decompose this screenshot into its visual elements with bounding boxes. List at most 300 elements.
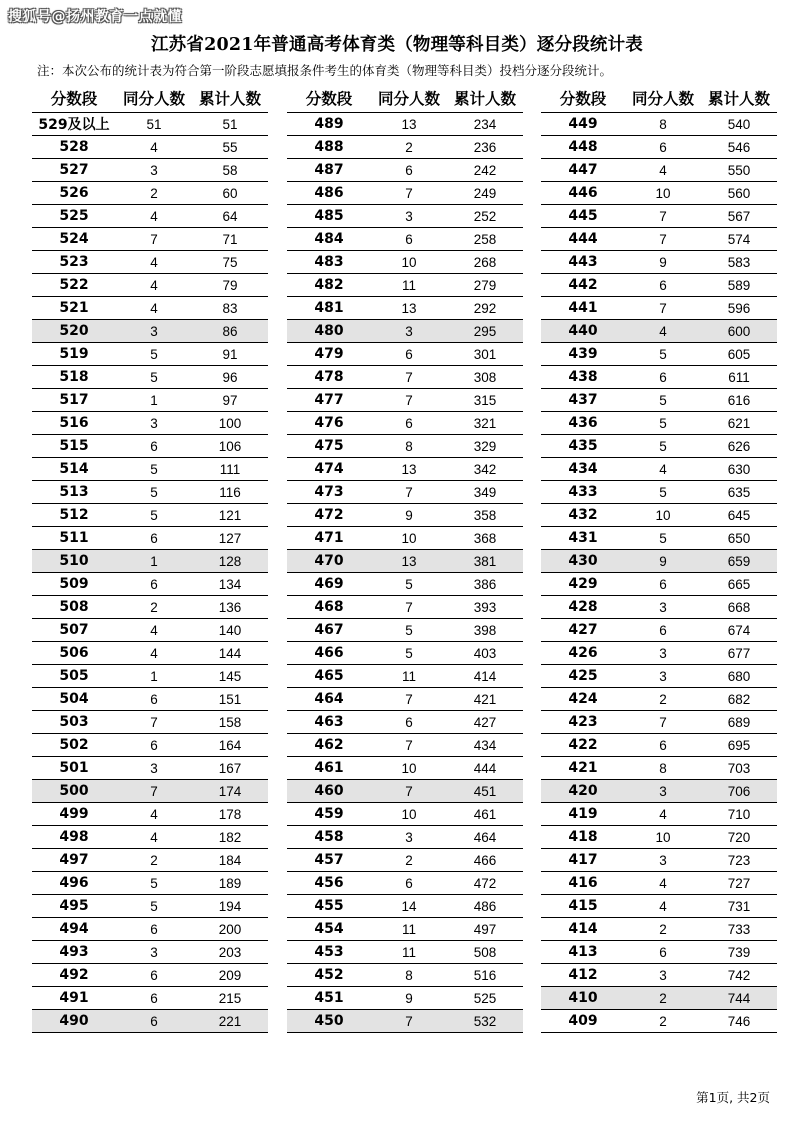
same-count-cell: 1 [150,553,158,569]
table-row [287,803,523,826]
cumulative-cell: 626 [727,438,751,454]
same-count-cell: 6 [659,737,667,753]
score-cell: 495 [59,898,89,914]
table-row [287,734,523,757]
header-score: 分数段 [305,90,353,108]
score-cell: 527 [59,162,89,178]
score-cell: 468 [314,599,344,615]
table-row [541,826,777,849]
score-cell: 497 [59,852,89,868]
score-cell: 432 [568,507,598,523]
table-row [541,1010,777,1033]
cumulative-cell: 472 [473,875,497,891]
cumulative-cell: 178 [218,806,242,822]
table-note: 注：本次公布的统计表为符合第一阶段志愿填报条件考生的体育类（物理等科目类）投档分逐分段统计。 [37,63,613,78]
cumulative-cell: 386 [473,576,497,592]
same-count-cell: 10 [655,829,671,845]
table-row [32,343,268,366]
score-cell: 476 [314,415,344,431]
score-cell: 466 [314,645,344,661]
table-row [32,527,268,550]
score-cell: 511 [59,530,89,546]
same-count-cell: 4 [150,806,158,822]
table-row [541,688,777,711]
table-row [287,688,523,711]
same-count-cell: 6 [659,277,667,293]
cumulative-cell: 144 [218,645,242,661]
header-cumulative: 累计人数 [198,90,261,108]
table-row [287,458,523,481]
score-cell: 470 [314,553,344,569]
cumulative-cell: 134 [218,576,242,592]
table-row [287,251,523,274]
same-count-cell: 9 [659,553,667,569]
same-count-cell: 6 [150,576,158,592]
same-count-cell: 4 [659,898,667,914]
score-cell: 419 [568,806,598,822]
same-count-cell: 5 [405,576,413,592]
table-row [32,573,268,596]
score-cell: 529及以上 [38,117,110,133]
table-row [287,941,523,964]
table-row [32,481,268,504]
cumulative-cell: 668 [727,599,751,615]
same-count-cell: 9 [659,254,667,270]
score-cell: 441 [568,300,598,316]
score-cell: 486 [314,185,344,201]
score-cell: 437 [568,392,598,408]
score-cell: 473 [314,484,344,500]
cumulative-cell: 58 [222,162,238,178]
same-count-cell: 3 [659,668,667,684]
table-header [32,84,268,113]
same-count-cell: 5 [150,369,158,385]
score-cell: 461 [314,760,344,776]
score-cell: 489 [314,116,344,132]
table-column-1 [32,84,268,1033]
score-cell: 517 [59,392,89,408]
table-row [287,389,523,412]
same-count-cell: 6 [659,944,667,960]
table-row [541,182,777,205]
table-row [541,297,777,320]
table-row [287,826,523,849]
same-count-cell: 3 [150,162,158,178]
same-count-cell: 5 [659,438,667,454]
score-cell: 493 [59,944,89,960]
score-cell: 424 [568,691,598,707]
score-cell: 528 [59,139,89,155]
score-cell: 414 [568,921,598,937]
cumulative-cell: 358 [473,507,497,523]
table-row [287,964,523,987]
same-count-cell: 7 [150,231,158,247]
cumulative-cell: 574 [727,231,751,247]
score-cell: 515 [59,438,89,454]
table-row [32,826,268,849]
cumulative-cell: 116 [219,484,241,500]
score-cell: 482 [314,277,344,293]
same-count-cell: 6 [150,990,158,1006]
score-cell: 494 [59,921,89,937]
cumulative-cell: 546 [727,139,751,155]
same-count-cell: 1 [150,668,158,684]
table-row [287,918,523,941]
cumulative-cell: 461 [473,806,497,822]
header-same-count: 同分人数 [631,90,694,108]
cumulative-cell: 174 [218,783,242,799]
table-body [287,113,523,1033]
same-count-cell: 8 [659,760,667,776]
score-cell: 520 [59,323,89,339]
table-row [287,343,523,366]
same-count-cell: 3 [659,852,667,868]
cumulative-cell: 665 [727,576,751,592]
same-count-cell: 6 [405,875,413,891]
same-count-cell: 8 [405,967,413,983]
score-cell: 524 [59,231,89,247]
table-row [541,550,777,573]
same-count-cell: 11 [401,668,416,684]
same-count-cell: 5 [659,530,667,546]
table-row [541,389,777,412]
cumulative-cell: 550 [727,162,751,178]
same-count-cell: 10 [401,254,417,270]
cumulative-cell: 121 [218,507,242,523]
table-column-3 [541,84,777,1033]
table-row [32,849,268,872]
score-cell: 422 [568,737,598,753]
same-count-cell: 4 [659,323,667,339]
same-count-cell: 10 [655,185,671,201]
score-cell: 465 [314,668,344,684]
cumulative-cell: 381 [473,553,497,569]
table-row [32,412,268,435]
cumulative-cell: 268 [473,254,497,270]
header-same-count: 同分人数 [122,90,185,108]
table-row [287,412,523,435]
score-cell: 459 [314,806,344,822]
cumulative-cell: 393 [473,599,497,615]
cumulative-cell: 727 [727,875,751,891]
same-count-cell: 5 [659,346,667,362]
score-cell: 510 [59,553,89,569]
table-row [287,665,523,688]
same-count-cell: 6 [405,714,413,730]
cumulative-cell: 497 [473,921,497,937]
cumulative-cell: 128 [218,553,242,569]
score-cell: 464 [314,691,344,707]
same-count-cell: 3 [150,944,158,960]
score-cell: 491 [59,990,89,1006]
cumulative-cell: 236 [473,139,497,155]
table-row [541,665,777,688]
table-row [32,734,268,757]
cumulative-cell: 321 [473,415,497,431]
score-cell: 514 [59,461,89,477]
score-cell: 498 [59,829,89,845]
table-row [541,596,777,619]
cumulative-cell: 706 [727,783,751,799]
cumulative-cell: 659 [727,553,751,569]
table-row [287,182,523,205]
table-row [287,1010,523,1033]
table-row [541,872,777,895]
cumulative-cell: 486 [473,898,497,914]
table-row [32,803,268,826]
cumulative-cell: 86 [222,323,238,339]
table-row [287,596,523,619]
score-cell: 483 [314,254,344,270]
page-title: 江苏省2021年普通高考体育类（物理等科目类）逐分段统计表 [150,35,643,55]
score-cell: 505 [59,668,89,684]
cumulative-cell: 151 [218,691,242,707]
same-count-cell: 4 [659,461,667,477]
table-row [541,895,777,918]
same-count-cell: 5 [150,484,158,500]
same-count-cell: 6 [150,921,158,937]
cumulative-cell: 249 [473,185,497,201]
score-cell: 500 [59,783,89,799]
table-row [287,320,523,343]
same-count-cell: 5 [150,346,158,362]
score-cell: 480 [314,323,344,339]
score-cell: 488 [314,139,344,155]
same-count-cell: 9 [405,507,413,523]
same-count-cell: 3 [659,967,667,983]
score-cell: 440 [568,323,598,339]
table-row [287,619,523,642]
same-count-cell: 6 [150,967,158,983]
score-cell: 509 [59,576,89,592]
table-row [32,136,268,159]
same-count-cell: 6 [659,139,667,155]
same-count-cell: 4 [150,300,158,316]
table-row [32,435,268,458]
same-count-cell: 51 [146,116,162,132]
score-cell: 523 [59,254,89,270]
score-cell: 439 [568,346,598,362]
table-row [32,987,268,1010]
same-count-cell: 7 [405,783,413,799]
score-cell: 450 [314,1013,344,1029]
same-count-cell: 7 [150,714,158,730]
same-count-cell: 7 [405,737,413,753]
score-cell: 428 [568,599,598,615]
score-cell: 456 [314,875,344,891]
cumulative-cell: 508 [473,944,497,960]
score-cell: 460 [314,783,344,799]
same-count-cell: 4 [150,277,158,293]
table-row [32,228,268,251]
table-row [541,320,777,343]
cumulative-cell: 215 [218,990,242,1006]
cumulative-cell: 720 [727,829,751,845]
cumulative-cell: 209 [218,967,242,983]
cumulative-cell: 682 [727,691,751,707]
cumulative-cell: 403 [473,645,497,661]
score-cell: 427 [568,622,598,638]
score-cell: 477 [314,392,344,408]
cumulative-cell: 295 [473,323,497,339]
same-count-cell: 7 [659,300,667,316]
score-cell: 501 [59,760,89,776]
score-cell: 423 [568,714,598,730]
table-row [32,665,268,688]
table-row [32,205,268,228]
same-count-cell: 13 [401,300,417,316]
header-same-count: 同分人数 [377,90,440,108]
same-count-cell: 8 [405,438,413,454]
cumulative-cell: 414 [473,668,497,684]
table-row [287,849,523,872]
table-row [287,228,523,251]
table-row [287,481,523,504]
same-count-cell: 6 [150,530,158,546]
table-row [541,343,777,366]
table-row [287,642,523,665]
score-cell: 521 [59,300,89,316]
score-cell: 481 [314,300,344,316]
table-row [541,113,777,136]
table-body [541,113,777,1033]
table-row [287,757,523,780]
score-cell: 453 [314,944,344,960]
same-count-cell: 4 [150,622,158,638]
score-cell: 451 [314,990,344,1006]
same-count-cell: 7 [659,714,667,730]
cumulative-cell: 695 [727,737,751,753]
cumulative-cell: 739 [727,944,751,960]
table-row [541,757,777,780]
score-cell: 413 [568,944,598,960]
same-count-cell: 7 [405,392,413,408]
same-count-cell: 7 [659,208,667,224]
cumulative-cell: 83 [222,300,238,316]
same-count-cell: 6 [150,1013,158,1029]
table-row [287,159,523,182]
table-row [287,711,523,734]
cumulative-cell: 71 [222,231,238,247]
cumulative-cell: 611 [728,369,750,385]
score-cell: 504 [59,691,89,707]
cumulative-cell: 145 [218,668,242,684]
same-count-cell: 4 [150,645,158,661]
same-count-cell: 7 [150,783,158,799]
table-row [541,504,777,527]
same-count-cell: 2 [659,1013,667,1029]
score-cell: 519 [59,346,89,362]
cumulative-cell: 703 [727,760,751,776]
same-count-cell: 4 [150,829,158,845]
score-cell: 444 [568,231,598,247]
score-cell: 503 [59,714,89,730]
cumulative-cell: 97 [222,392,238,408]
table-row [32,550,268,573]
cumulative-cell: 583 [727,254,751,270]
same-count-cell: 10 [401,530,417,546]
score-cell: 429 [568,576,598,592]
table-body [32,113,268,1033]
score-cell: 457 [314,852,344,868]
table-row [32,1010,268,1033]
score-cell: 449 [568,116,598,132]
score-cell: 506 [59,645,89,661]
cumulative-cell: 744 [727,990,751,1006]
cumulative-cell: 733 [727,921,751,937]
same-count-cell: 1 [150,392,158,408]
table-header [287,84,523,113]
table-row [32,642,268,665]
same-count-cell: 2 [405,139,413,155]
table-row [541,964,777,987]
cumulative-cell: 742 [727,967,751,983]
same-count-cell: 2 [150,852,158,868]
table-row [541,642,777,665]
same-count-cell: 2 [659,921,667,937]
score-cell: 508 [59,599,89,615]
score-cell: 438 [568,369,598,385]
score-cell: 416 [568,875,598,891]
table-row [541,619,777,642]
table-row [287,895,523,918]
table-row [32,596,268,619]
same-count-cell: 2 [150,599,158,615]
cumulative-cell: 106 [218,438,242,454]
same-count-cell: 5 [150,898,158,914]
same-count-cell: 10 [401,760,417,776]
score-cell: 435 [568,438,598,454]
cumulative-cell: 560 [727,185,751,201]
table-row [32,458,268,481]
table-row [32,964,268,987]
same-count-cell: 5 [150,461,158,477]
table-row [541,458,777,481]
score-cell: 418 [568,829,598,845]
table-row [541,803,777,826]
cumulative-cell: 434 [473,737,497,753]
same-count-cell: 3 [150,323,158,339]
same-count-cell: 10 [655,507,671,523]
score-cell: 502 [59,737,89,753]
cumulative-cell: 79 [222,277,238,293]
same-count-cell: 7 [405,1013,413,1029]
score-cell: 518 [59,369,89,385]
table-row [541,918,777,941]
cumulative-cell: 516 [473,967,497,983]
cumulative-cell: 677 [727,645,751,661]
cumulative-cell: 100 [218,415,242,431]
table-row [32,366,268,389]
cumulative-cell: 308 [473,369,497,385]
header-cumulative: 累计人数 [707,90,770,108]
same-count-cell: 14 [401,898,417,914]
cumulative-cell: 75 [222,254,238,270]
score-cell: 513 [59,484,89,500]
score-cell: 442 [568,277,598,293]
table-row [287,504,523,527]
score-cell: 458 [314,829,344,845]
table-row [287,573,523,596]
table-row [32,941,268,964]
table-row [287,872,523,895]
score-cell: 425 [568,668,598,684]
score-cell: 469 [314,576,344,592]
same-count-cell: 2 [659,990,667,1006]
cumulative-cell: 315 [473,392,497,408]
same-count-cell: 3 [659,783,667,799]
score-cell: 525 [59,208,89,224]
